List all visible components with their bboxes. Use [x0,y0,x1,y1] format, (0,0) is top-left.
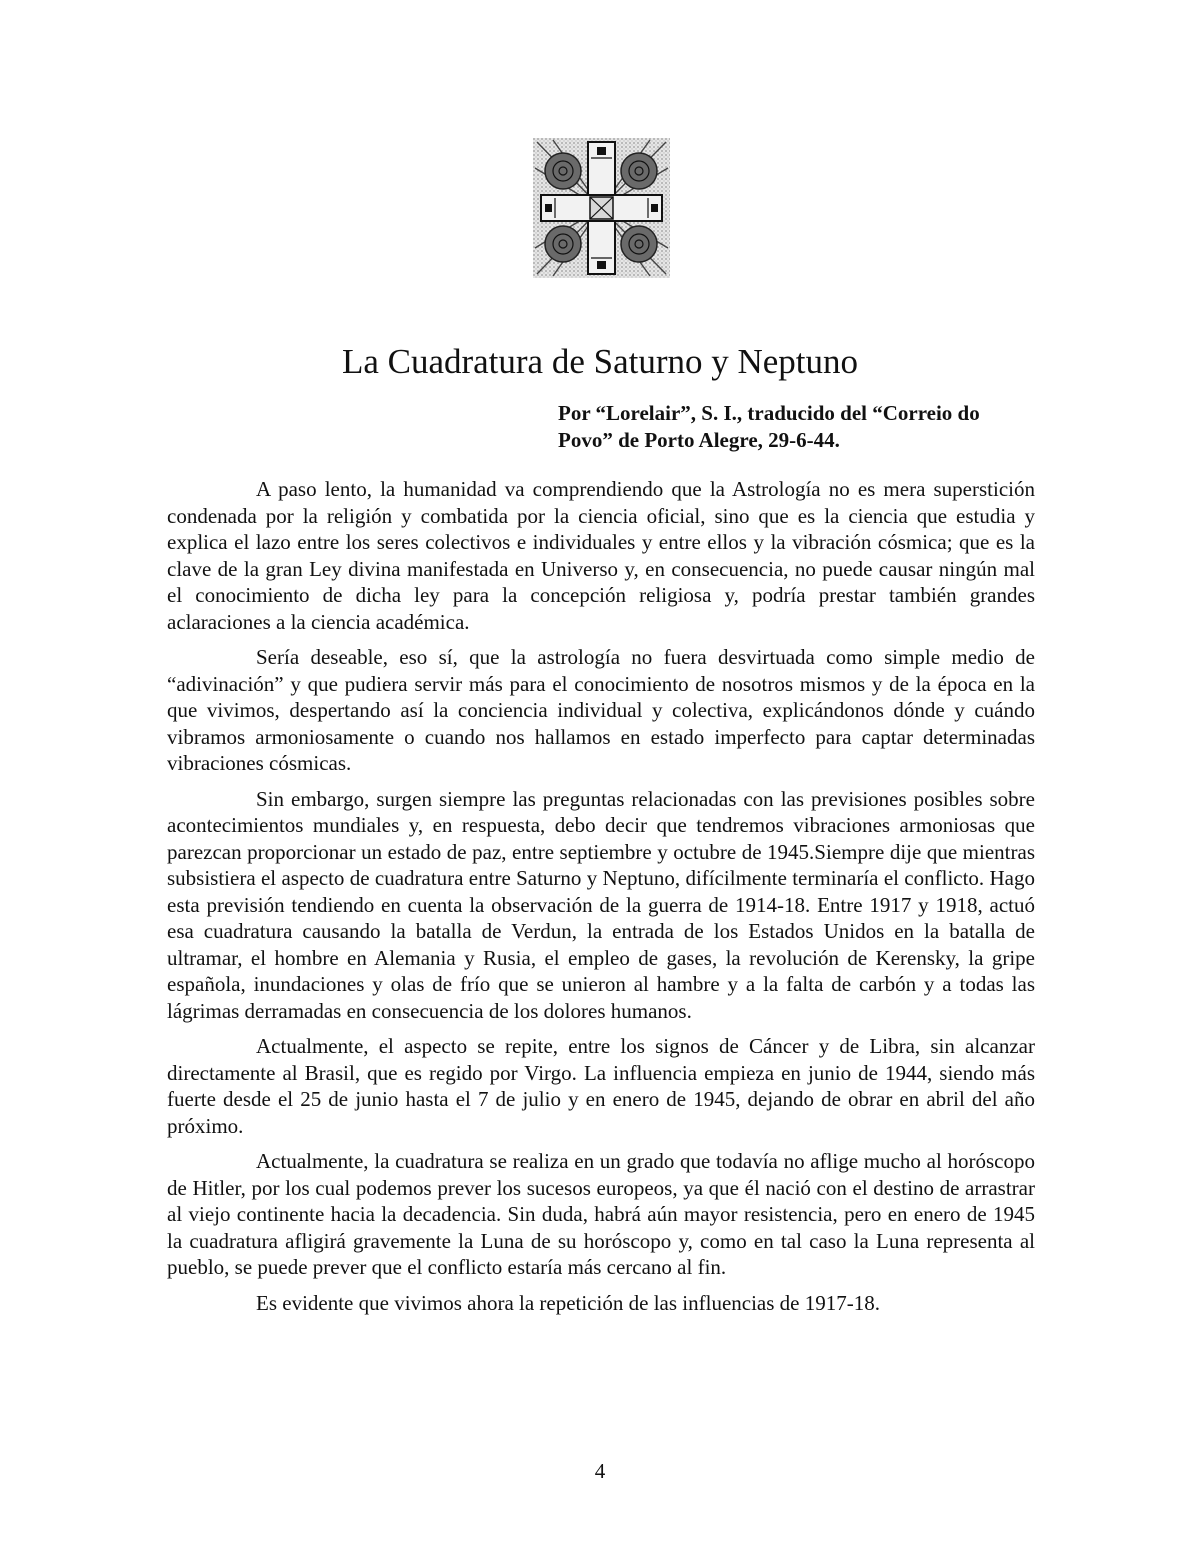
article-body [167,476,1035,1325]
paragraph: Sería deseable, eso sí, que la astrología no fuera desvirtuada como simple medio de “adivinación” y que pudiera servir más para el conocimiento de nosotros mismos y de la época en la que vivimos, despertando así la conciencia individual y colectiva, explicándonos dónde y cuándo vibramos armoniosamente o cuando nos hallamos en estado imperfecto para captar determinadas vibraciones cósmicas. [167,645,1035,775]
paragraph: Sin embargo, surgen siempre las preguntas relacionadas con las previsiones posibles sobre acontecimientos mundiales y, en respuesta, debo decir que tendremos vibraciones armoniosas que parezcan proporcionar un estado de paz, entre septiembre y octubre de 1945.Siempre dije que mientras subsistiera el aspecto de cuadratura entre Saturno y Neptuno, difícilmente terminaría el conflicto. Hago esta previsión tendiendo en cuenta la observación de la guerra de 1914-18. Entre 1917 y 1918, actuó esa cuadratura causando la batalla de Verdun, la entrada de los Estados Unidos en la batalla de ultramar, el hombre en Alemania y Rusia, el empleo de gases, la revolución de Kerensky, la gripe española, inundaciones y olas de frío que se unieron al hambre y a la falta de carbón y a todas las lágrimas derramadas en consecuencia de los dolores humanos. [167,786,1035,1023]
page-title: La Cuadratura de Saturno y Neptuno [341,342,859,381]
paragraph: Es evidente que vivimos ahora la repetición de las influencias de 1917-18. [256,1290,880,1315]
paragraph: A paso lento, la humanidad va comprendiendo que la Astrología no es mera superstición condenada por la religión y combatida por la ciencia oficial, sino que es la ciencia que estudia y explica el lazo entre los seres colectivos e individuales y entre ellos y la vibración cósmica; que es la clave de la gran Ley divina manifestada en Universo y, en consecuencia, no puede causar ningún mal el conocimiento de dicha ley para la concepción religiosa y, podría prestar también grandes aclaraciones a la ciencia académica. [167,477,1035,634]
paragraph: Actualmente, la cuadratura se realiza en un grado que todavía no aflige mucho al horóscopo de Hitler, por los cual podemos prever los sucesos europeos, ya que él nació con el destino de arrastrar al viejo continente hacia la decadencia. Sin duda, habrá aún mayor resistencia, pero en enero de 1945 la cuadratura afligirá gravemente la Luna de su horóscopo y, como en tal caso la Luna representa al pueblo, se puede prever que el conflicto estaría más cercano al fin. [167,1149,1035,1279]
cross-rose-emblem-icon [533,138,670,278]
byline: Por “Lorelair”, S. I., traducido del “Correio do Povo” de Porto Alegre, 29-6-44. [558,401,980,452]
page-number: 4 [594,1459,606,1483]
paragraph: Actualmente, el aspecto se repite, entre los signos de Cáncer y de Libra, sin alcanzar directamente al Brasil, que es regido por Virgo. La influencia empieza en junio de 1944, siendo más fuerte desde el 25 de junio hasta el 7 de julio y en enero de 1945, dejando de obrar en abril del año próximo. [167,1034,1035,1138]
